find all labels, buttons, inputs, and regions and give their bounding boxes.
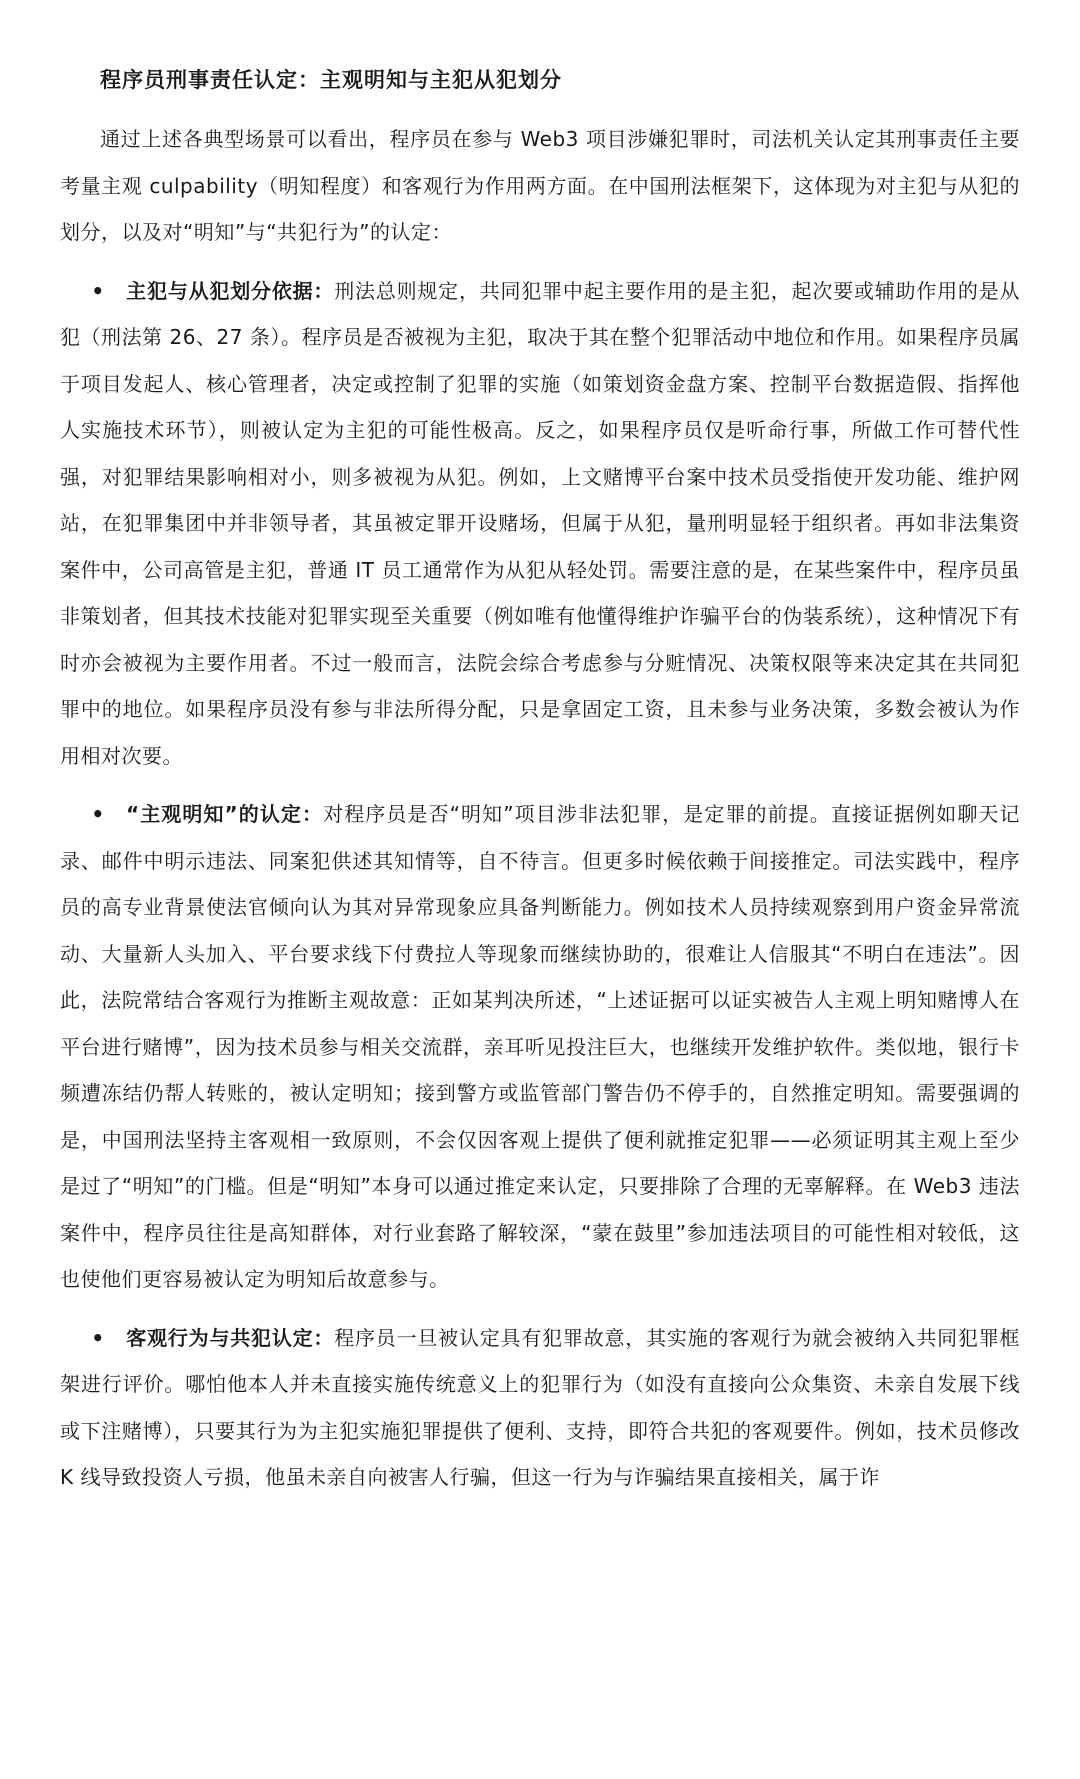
bullet-item-subjective-knowledge (60, 791, 1020, 1303)
bullet-item-objective-conduct (60, 1315, 1020, 1501)
bullet-text: 对程序员是否“明知”项目涉非法犯罪，是定罪的前提。直接证据例如聊天记录、邮件中明示违法、同案犯供述其知情等，自不待言。但更多时候依赖于间接推定。司法实践中，程序员的高专业背景使法官倾向认为其对异常现象应具备判断能力。例如技术人员持续观察到用户资金异常流动、大量新人头加入、平台要求线下付费拉人等现象而继续协助的，很难让人信服其“不明白在违法”。因此，法院常结合客观行为推断主观故意：正如某判决所述，“上述证据可以证实被告人主观上明知赌博人在平台进行赌博”，因为技术员参与相关交流群，亲耳听见投注巨大，也继续开发维护软件。类似地，银行卡频遭冻结仍帮人转账的，被认定明知；接到警方或监管部门警告仍不停手的，自然推定明知。需要强调的是，中国刑法坚持主客观相一致原则，不会仅因客观上提供了便利就推定犯罪——必须证明其主观上至少是过了“明知”的门槛。但是“明知”本身可以通过推定来认定，只要排除了合理的无辜解释。在 Web3 违法案件中，程序员往往是高知群体，对行业套路了解较深，“蒙在鼓里”参加违法项目的可能性相对较低，这也使他们更容易被认定为明知后故意参与。 (60, 802, 1020, 1291)
bullet-lead: 主犯与从犯划分依据： (126, 278, 335, 303)
bullet-text: 程序员一旦被认定具有犯罪故意，其实施的客观行为就会被纳入共同犯罪框架进行评价。哪怕他本人并未直接实施传统意义上的犯罪行为（如没有直接向公众集资、未亲自发展下线或下注赌博），只要其行为为主犯实施犯罪提供了便利、支持，即符合共犯的客观要件。例如，技术员修改 K 线导致投资人亏损，他虽未亲自向被害人行骗，但这一行为与诈骗结果直接相关，属于诈 (60, 1325, 1021, 1489)
bullet-lead: “主观明知”的认定： (126, 802, 324, 826)
document-page (60, 60, 1020, 1501)
document-title: 程序员刑事责任认定：主观明知与主犯从犯划分 (100, 68, 562, 92)
bullet-text: 刑法总则规定，共同犯罪中起主要作用的是主犯，起次要或辅助作用的是从犯（刑法第 26、27 条）。程序员是否被视为主犯，取决于其在整个犯罪活动中地位和作用。如果程序员属于项目发起人、核心管理者，决定或控制了犯罪的实施（如策划资金盘方案、控制平台数据造假、指挥他人实施技术环节），则被认定为主犯的可能性极高。反之，如果程序员仅是听命行事，所做工作可替代性强，对犯罪结果影响相对小，则多被视为从犯。例如，上文赌博平台案中技术员受指使开发功能、维护网站，在犯罪集团中并非领导者，其虽被定罪开设赌场，但属于从犯，量刑明显轻于组织者。再如非法集资案件中，公司高管是主犯，普通 IT 员工通常作为从犯从轻处罚。需要注意的是，在某些案件中，程序员虽非策划者，但其技术技能对犯罪实现至关重要（例如唯有他懂得维护诈骗平台的伪装系统），这种情况下有时亦会被视为主要作用者。不过一般而言，法院会综合考虑参与分赃情况、决策权限等来决定其在共同犯罪中的地位。如果程序员没有参与非法所得分配，只是拿固定工资，且未参与业务决策，多数会被认为作用相对次要。 (60, 278, 1021, 768)
intro-paragraph: 通过上述各典型场景可以看出，程序员在参与 Web3 项目涉嫌犯罪时，司法机关认定其刑事责任主要考量主观 culpability（明知程度）和客观行为作用两方面。在中国刑法框架下，这体现为对主犯与从犯的划分，以及对“明知”与“共犯行为”的认定： (60, 127, 1020, 244)
bullet-icon: • (91, 802, 105, 826)
bullet-icon: • (91, 278, 105, 303)
bullet-icon: • (91, 1325, 105, 1350)
bullet-lead: 客观行为与共犯认定： (126, 1325, 335, 1350)
bullet-item-principal-accessory (60, 268, 1020, 780)
